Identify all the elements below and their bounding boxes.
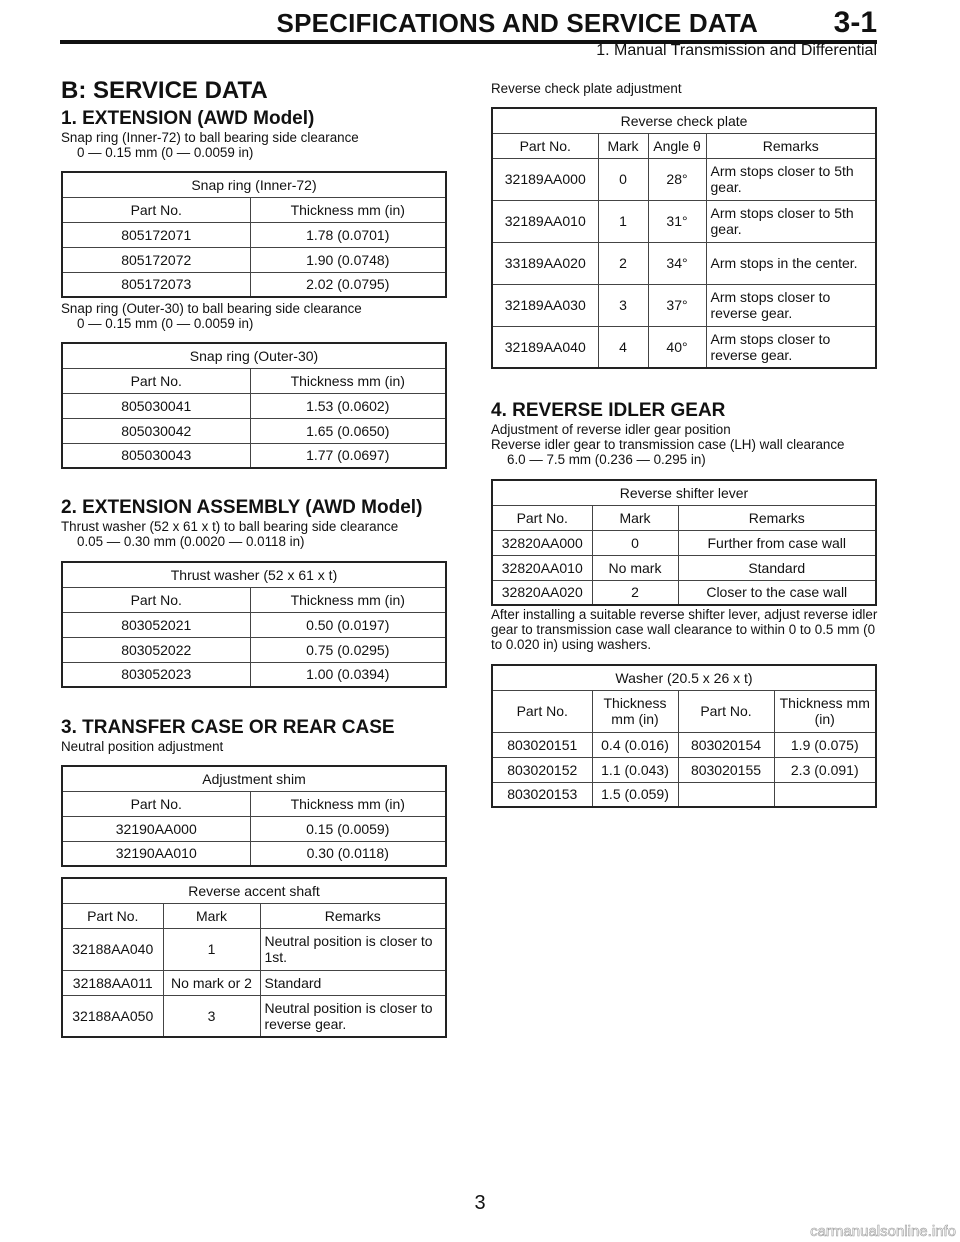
cell: 1	[598, 200, 648, 242]
cell: 803020151	[492, 732, 592, 757]
cell: 803052022	[62, 637, 250, 662]
table-header: Thickness mm (in)	[774, 690, 876, 732]
cell: Arm stops closer to reverse gear.	[706, 326, 876, 368]
cell: Standard	[678, 555, 876, 580]
cell: 803052021	[62, 612, 250, 637]
cell: 3	[598, 284, 648, 326]
cell: 2	[598, 242, 648, 284]
table-row	[62, 222, 446, 247]
header-section-number: 3-1	[833, 6, 877, 39]
cell: 1	[163, 928, 260, 970]
cell: 0	[592, 530, 678, 555]
cell: 32820AA020	[492, 580, 592, 605]
table-header: Part No.	[492, 505, 592, 530]
table-header: Mark	[592, 505, 678, 530]
s4-heading: 4. REVERSE IDLER GEAR	[491, 400, 726, 421]
s1-heading: 1. EXTENSION (AWD Model)	[61, 108, 315, 129]
table-row	[492, 757, 876, 782]
table-header: Thickness mm (in)	[250, 197, 446, 222]
cell: 32189AA040	[492, 326, 598, 368]
table-row	[492, 200, 876, 242]
table-header: Part No.	[492, 133, 598, 158]
table-row	[62, 418, 446, 443]
page-header	[0, 0, 960, 60]
s2-heading: 2. EXTENSION ASSEMBLY (AWD Model)	[61, 497, 423, 518]
cell: 4	[598, 326, 648, 368]
watermark-text: carmanualsonline.info	[810, 1223, 956, 1240]
table-row	[62, 841, 446, 866]
cell: 1.53 (0.0602)	[250, 393, 446, 418]
table-row	[62, 970, 446, 995]
cell: Arm stops closer to 5th gear.	[706, 158, 876, 200]
page-heading: B: SERVICE DATA	[61, 77, 268, 104]
cell: 0.30 (0.0118)	[250, 841, 446, 866]
table-row	[62, 662, 446, 687]
table-header: Thickness mm (in)	[592, 690, 678, 732]
cell: 28°	[648, 158, 706, 200]
cell: 803052023	[62, 662, 250, 687]
cell: 33189AA020	[492, 242, 598, 284]
cell: 2.02 (0.0795)	[250, 272, 446, 297]
cell: Arm stops closer to reverse gear.	[706, 284, 876, 326]
table-header: Part No.	[62, 903, 163, 928]
s2-line: Thrust washer (52 x 61 x t) to ball bearing side clearance	[61, 519, 399, 534]
reverse-check-plate-table	[491, 107, 877, 369]
table-caption: Adjustment shim	[62, 766, 446, 791]
cell: Further from case wall	[678, 530, 876, 555]
s4-para: After installing a suitable reverse shifter lever, adjust reverse idler	[491, 607, 878, 622]
cell: 803020153	[492, 782, 592, 807]
table-row	[62, 247, 446, 272]
cell: 32188AA011	[62, 970, 163, 995]
cell: 0	[598, 158, 648, 200]
cell: Neutral position is closer to 1st.	[260, 928, 446, 970]
cell: 32189AA000	[492, 158, 598, 200]
table-header: Thickness mm (in)	[250, 368, 446, 393]
table-caption: Reverse shifter lever	[492, 480, 876, 505]
cell: 1.00 (0.0394)	[250, 662, 446, 687]
table-header: Part No.	[62, 791, 250, 816]
table-row	[492, 782, 876, 807]
table-row	[62, 612, 446, 637]
table-row	[62, 272, 446, 297]
table-header: Part No.	[62, 587, 250, 612]
s1-line: 0 — 0.15 mm (0 — 0.0059 in)	[77, 145, 254, 160]
cell: 0.4 (0.016)	[592, 732, 678, 757]
table-header: Thickness mm (in)	[250, 587, 446, 612]
snap-ring-outer-table	[61, 342, 447, 469]
cell: Arm stops closer to 5th gear.	[706, 200, 876, 242]
cell: 2.3 (0.091)	[774, 757, 876, 782]
cell: 805030041	[62, 393, 250, 418]
table-header: Part No.	[62, 197, 250, 222]
cell: 803020152	[492, 757, 592, 782]
cell: 1.77 (0.0697)	[250, 443, 446, 468]
table-row	[492, 284, 876, 326]
table-caption: Snap ring (Outer-30)	[62, 343, 446, 368]
s4-para: to 0.020 in) using washers.	[491, 637, 652, 652]
cell: 803020155	[678, 757, 774, 782]
table-row	[492, 732, 876, 757]
table-row	[62, 928, 446, 970]
cell: 40°	[648, 326, 706, 368]
cell: Closer to the case wall	[678, 580, 876, 605]
table-header: Part No.	[492, 690, 592, 732]
cell: 1.65 (0.0650)	[250, 418, 446, 443]
table-row	[492, 158, 876, 200]
snap-ring-inner-table	[61, 171, 447, 298]
cell: 1.9 (0.075)	[774, 732, 876, 757]
cell: 805030043	[62, 443, 250, 468]
s1-line: 0 — 0.15 mm (0 — 0.0059 in)	[77, 316, 254, 331]
cell: 0.15 (0.0059)	[250, 816, 446, 841]
cell	[774, 782, 876, 807]
cell: 32188AA040	[62, 928, 163, 970]
page-number: 3	[474, 1192, 486, 1214]
cell: 0.75 (0.0295)	[250, 637, 446, 662]
header-title: SPECIFICATIONS AND SERVICE DATA	[276, 8, 758, 38]
table-caption: Washer (20.5 x 26 x t)	[492, 665, 876, 690]
s4-line: 6.0 — 7.5 mm (0.236 — 0.295 in)	[507, 452, 706, 467]
s3-heading: 3. TRANSFER CASE OR REAR CASE	[61, 717, 395, 738]
s4-line: Reverse idler gear to transmission case (LH) wall clearance	[491, 437, 845, 452]
washer-table	[491, 664, 877, 808]
table-caption: Thrust washer (52 x 61 x t)	[62, 562, 446, 587]
cell: 32190AA000	[62, 816, 250, 841]
table-caption: Snap ring (Inner-72)	[62, 172, 446, 197]
table-row	[62, 995, 446, 1037]
table-row	[62, 393, 446, 418]
table-caption: Reverse check plate	[492, 108, 876, 133]
cell: 0.50 (0.0197)	[250, 612, 446, 637]
s2-line: 0.05 — 0.30 mm (0.0020 — 0.0118 in)	[77, 534, 305, 549]
table-row	[492, 580, 876, 605]
table-header: Part No.	[678, 690, 774, 732]
cell: 805172072	[62, 247, 250, 272]
cell: 1.78 (0.0701)	[250, 222, 446, 247]
table-row	[492, 242, 876, 284]
cell: No mark	[592, 555, 678, 580]
table-header: Mark	[163, 903, 260, 928]
reverse-shifter-lever-table	[491, 479, 877, 606]
table-header: Mark	[598, 133, 648, 158]
table-header: Angle θ	[648, 133, 706, 158]
cell: 3	[163, 995, 260, 1037]
cell: 34°	[648, 242, 706, 284]
table-header: Remarks	[706, 133, 876, 158]
s1-line: Snap ring (Inner-72) to ball bearing side clearance	[61, 130, 359, 145]
table-header: Remarks	[678, 505, 876, 530]
cell: 37°	[648, 284, 706, 326]
reverse-accent-shaft-table	[61, 877, 447, 1038]
rc-line: Reverse check plate adjustment	[491, 81, 682, 96]
cell: 32188AA050	[62, 995, 163, 1037]
cell: 31°	[648, 200, 706, 242]
cell: 803020154	[678, 732, 774, 757]
cell: 2	[592, 580, 678, 605]
cell: 32189AA030	[492, 284, 598, 326]
table-header: Part No.	[62, 368, 250, 393]
cell: Arm stops in the center.	[706, 242, 876, 284]
cell: Neutral position is closer to reverse gear.	[260, 995, 446, 1037]
cell: 32189AA010	[492, 200, 598, 242]
table-header: Remarks	[260, 903, 446, 928]
cell: 805172071	[62, 222, 250, 247]
table-header: Thickness mm (in)	[250, 791, 446, 816]
cell: 1.90 (0.0748)	[250, 247, 446, 272]
cell: 32820AA000	[492, 530, 592, 555]
thrust-washer-table	[61, 561, 447, 688]
table-row	[62, 816, 446, 841]
table-row	[62, 637, 446, 662]
table-caption: Reverse accent shaft	[62, 878, 446, 903]
cell: 32190AA010	[62, 841, 250, 866]
cell: 1.5 (0.059)	[592, 782, 678, 807]
table-row	[492, 326, 876, 368]
table-row	[62, 443, 446, 468]
adjustment-shim-table	[61, 765, 447, 867]
cell: 805172073	[62, 272, 250, 297]
s3-line: Neutral position adjustment	[61, 739, 224, 754]
cell: No mark or 2	[163, 970, 260, 995]
cell: Standard	[260, 970, 446, 995]
cell	[678, 782, 774, 807]
cell: 32820AA010	[492, 555, 592, 580]
header-subtitle: 1. Manual Transmission and Differential	[596, 42, 877, 59]
watermark-logo	[760, 1216, 960, 1242]
table-row	[492, 555, 876, 580]
s1-line: Snap ring (Outer-30) to ball bearing side clearance	[61, 301, 362, 316]
s4-para: gear to transmission case wall clearance to within 0 to 0.5 mm (0	[491, 622, 876, 637]
cell: 805030042	[62, 418, 250, 443]
table-row	[492, 530, 876, 555]
s4-line: Adjustment of reverse idler gear position	[491, 422, 731, 437]
cell: 1.1 (0.043)	[592, 757, 678, 782]
